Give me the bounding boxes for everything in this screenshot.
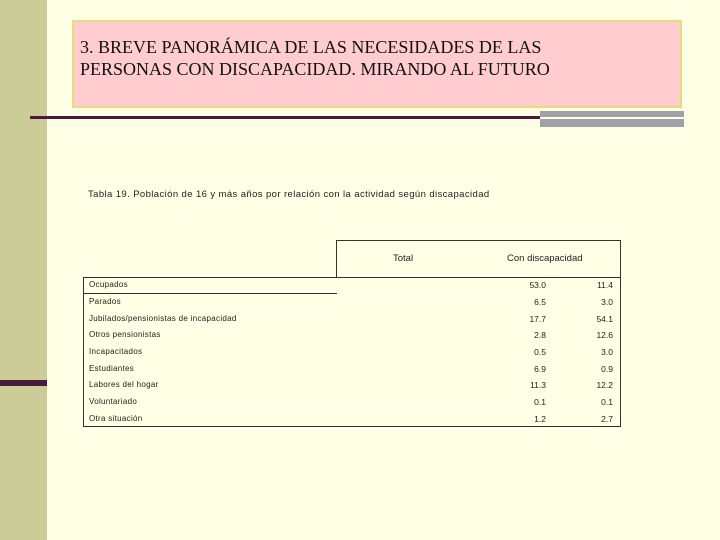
row-label: Labores del hogar bbox=[89, 380, 159, 389]
title-line-2: PERSONAS CON DISCAPACIDAD. MIRANDO AL FUTURO bbox=[80, 59, 550, 79]
table-row bbox=[83, 327, 621, 344]
row-total: 17.7 bbox=[529, 314, 546, 324]
row-label: Incapacitados bbox=[89, 347, 143, 356]
table-caption: Tabla 19. Población de 16 y más años por relación con la actividad según discapacidad bbox=[88, 189, 490, 200]
row-con: 0.9 bbox=[601, 364, 613, 374]
row-label: Otros pensionistas bbox=[89, 330, 161, 339]
title-divider-gray-bottom bbox=[540, 119, 684, 127]
row-total: 6.5 bbox=[534, 297, 546, 307]
left-decorative-bar bbox=[0, 0, 47, 540]
row-con: 3.0 bbox=[601, 347, 613, 357]
title-divider-dark bbox=[30, 116, 540, 119]
row-con: 12.2 bbox=[596, 380, 613, 390]
row-total: 0.1 bbox=[534, 397, 546, 407]
table-row bbox=[83, 277, 621, 294]
table-row bbox=[83, 344, 621, 361]
row-label: Ocupados bbox=[89, 280, 128, 289]
table-row bbox=[83, 411, 621, 428]
row-con: 11.4 bbox=[597, 280, 613, 290]
row-con: 3.0 bbox=[601, 297, 613, 307]
table-row bbox=[83, 294, 621, 311]
row-con: 12.6 bbox=[596, 330, 613, 340]
table-row bbox=[83, 394, 621, 411]
left-accent-bar bbox=[0, 380, 47, 386]
header-con-discapacidad: Con discapacidad bbox=[507, 253, 583, 264]
row-total: 0.5 bbox=[534, 347, 546, 357]
row-label: Voluntariado bbox=[89, 397, 138, 406]
row-total: 11.3 bbox=[530, 380, 546, 390]
title-box bbox=[72, 20, 682, 108]
row-con: 0.1 bbox=[601, 397, 613, 407]
table-row bbox=[83, 377, 621, 394]
row-total: 2.8 bbox=[534, 330, 546, 340]
row-con: 2.7 bbox=[601, 414, 613, 424]
title-divider-gray-top bbox=[540, 111, 684, 117]
title-line-1: 3. BREVE PANORÁMICA DE LAS NECESIDADES DE LAS bbox=[80, 37, 542, 57]
row-con: 54.1 bbox=[596, 314, 613, 324]
row-label: Jubilados/pensionistas de incapacidad bbox=[89, 314, 237, 323]
slide-title bbox=[80, 36, 674, 80]
table-row bbox=[83, 361, 621, 378]
row-label: Parados bbox=[89, 297, 121, 306]
row-total: 6.9 bbox=[534, 364, 546, 374]
row-label: Otra situación bbox=[89, 414, 143, 423]
header-total: Total bbox=[393, 253, 414, 264]
row-total: 1.2 bbox=[534, 414, 546, 424]
row-total: 53.0 bbox=[529, 280, 546, 290]
table-row bbox=[83, 311, 621, 328]
row-label: Estudiantes bbox=[89, 364, 135, 373]
